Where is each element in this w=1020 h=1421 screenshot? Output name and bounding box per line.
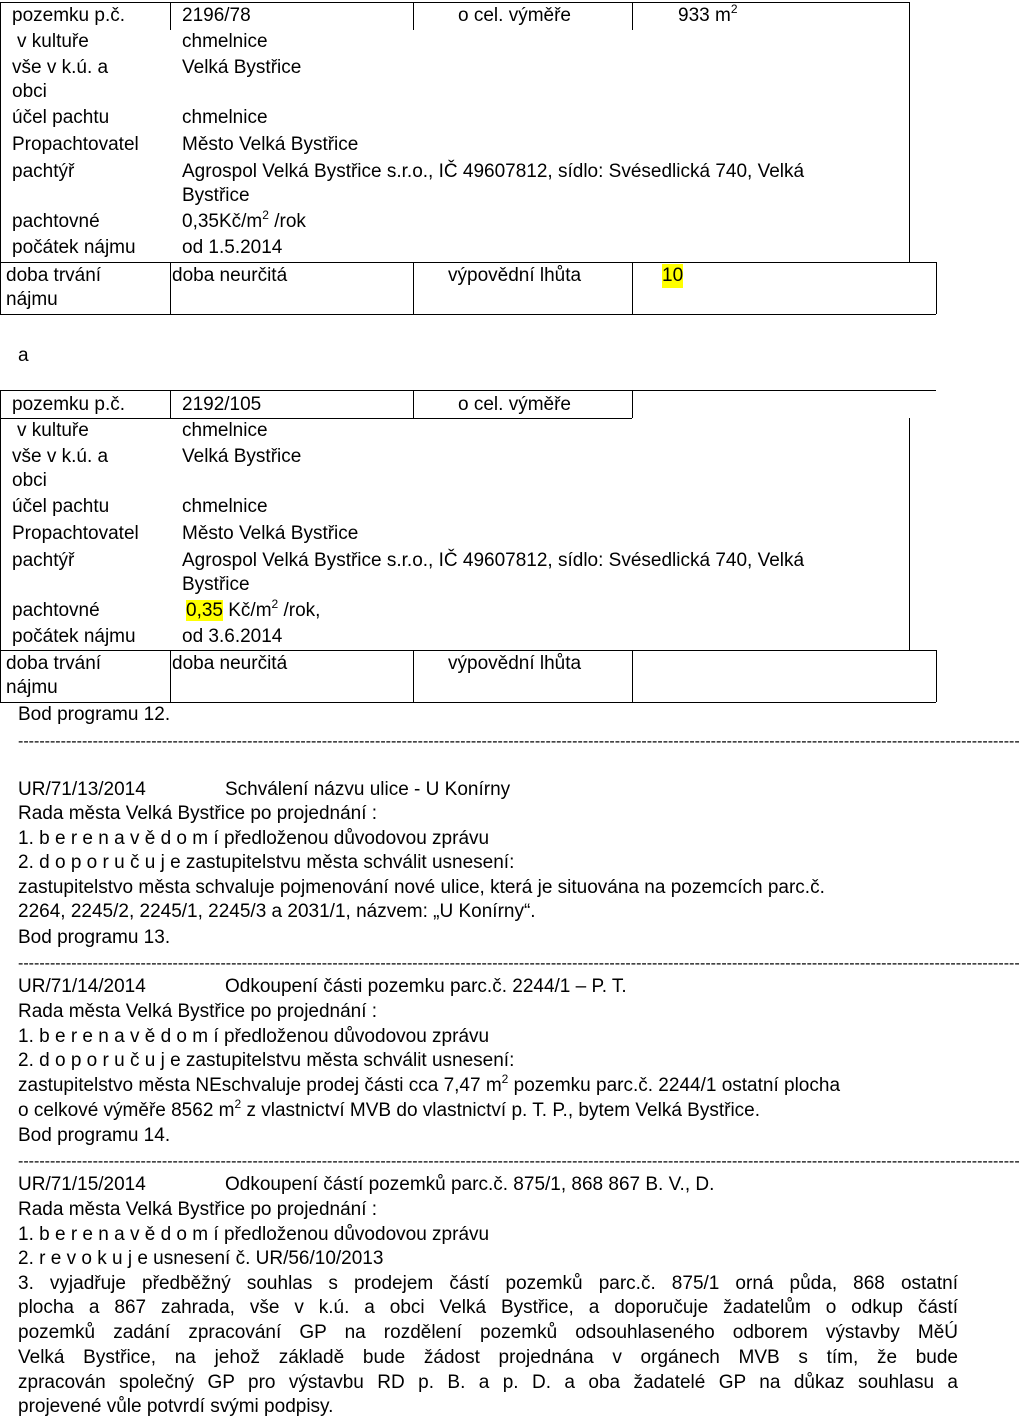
resolution-line: 1. b e r e n a v ě d o m í předloženou důvodovou zprávu — [18, 1026, 490, 1047]
resolution-line: Velká Bystřice, na jehož základě bude žádost projednána v orgánech MVB s tím, že bude — [18, 1347, 958, 1368]
t1-duration-label-2: nájmu — [6, 289, 58, 310]
t2-start-value: od 3.6.2014 — [182, 626, 283, 647]
t2-notice-label: výpovědní lhůta — [448, 653, 582, 674]
t2-lessee-value-1: Agrospol Velká Bystřice s.r.o., IČ 49607812, sídlo: Svésedlická 740, Velká — [182, 550, 805, 571]
resolution-code: UR/71/13/2014 — [18, 779, 146, 800]
resolution-title: Odkoupení části pozemku parc.č. 2244/1 – P. T. — [225, 976, 627, 997]
t2-parcel-label: pozemku p.č. — [12, 394, 125, 415]
resolution-line: projevené vůle potvrdí svými podpisy. — [18, 1396, 334, 1417]
t2-culture-value: chmelnice — [182, 420, 268, 441]
resolution-title: Odkoupení částí pozemků parc.č. 875/1, 868 867 B. V., D. — [225, 1174, 715, 1195]
t1-start-value: od 1.5.2014 — [182, 237, 283, 258]
resolution-code: UR/71/15/2014 — [18, 1174, 146, 1195]
t1-purpose-value: chmelnice — [182, 107, 268, 128]
t2-lessor-label: Propachtovatel — [12, 523, 139, 544]
t1-area-label: o cel. výměře — [458, 5, 571, 26]
resolution-line: 3. vyjadřuje předběžný souhlas s prodejem částí pozemků parc.č. 875/1 orná půda, 868 ostatní — [18, 1273, 958, 1294]
t1-lessee-value-1: Agrospol Velká Bystřice s.r.o., IČ 49607812, sídlo: Svésedlická 740, Velká — [182, 161, 805, 182]
agenda-heading: Bod programu 13. — [18, 927, 171, 948]
t1-duration-label-1: doba trvání — [6, 265, 102, 286]
t2-duration-value: doba neurčitá — [172, 653, 288, 674]
resolution-line: 1. b e r e n a v ě d o m í předloženou důvodovou zprávu — [18, 1224, 490, 1245]
t1-lessee-value-2: Bystřice — [182, 185, 250, 206]
t1-notice-label: výpovědní lhůta — [448, 265, 582, 286]
resolution-title: Schválení názvu ulice - U Konírny — [225, 779, 511, 800]
t2-culture-label: v kultuře — [17, 420, 89, 441]
resolution-line: o celkové výměře 8562 $m^2$ z vlastnictví MVB do vlastnictví p. T. P., bytem Velká Bystřice. — [18, 1097, 761, 1121]
t2-duration-label-2: nájmu — [6, 677, 58, 698]
t1-lessor-label: Propachtovatel — [12, 134, 139, 155]
resolution-line: zastupitelstvo města NEschvaluje prodej části cca 7,47 $m^2$ pozemku parc.č. 2244/1 ostatní plocha — [18, 1072, 841, 1096]
resolution-line: zpracován společný GP pro výstavbu RD p. B. a p. D. a oba žadatelé GP na důkaz souhlasu a — [18, 1372, 958, 1393]
t1-rent-label: pachtovné — [12, 211, 100, 232]
resolution-line: plocha a 867 zahrada, vše v k.ú. a obci Velká Bystřice, a doporučuje žadatelům o odkup částí — [18, 1297, 958, 1318]
separator-line: -------------------------------------------------------------------------------------------------------------------------------------------------------------------------------------------- — [18, 955, 1020, 972]
council-intro: Rada města Velká Bystřice po projednání : — [18, 1001, 378, 1022]
t2-lessor-value: Město Velká Bystřice — [182, 523, 359, 544]
resolution-line: zastupitelstvo města schvaluje pojmenování nové ulice, která je situována na pozemcích parc.č. — [18, 877, 825, 898]
t1-parcel-label: pozemku p.č. — [12, 5, 125, 26]
t1-culture-value: chmelnice — [182, 31, 268, 52]
t1-purpose-label: účel pachtu — [12, 107, 110, 128]
resolution-line: 2. r e v o k u j e usnesení č. UR/56/10/2013 — [18, 1248, 384, 1269]
resolution-line: pozemků zadání zpracování GP na rozdělení pozemků odsouhlaseného odborem výstavby MěÚ — [18, 1322, 958, 1343]
t1-culture-label: v kultuře — [17, 31, 89, 52]
resolution-line: 2. d o p o r u č u j e zastupitelstvu města schválit usnesení: — [18, 852, 515, 873]
t1-parcel-value: 2196/78 — [182, 5, 251, 26]
agenda-heading: Bod programu 12. — [18, 704, 171, 725]
resolution-line: 1. b e r e n a v ě d o m í předloženou důvodovou zprávu — [18, 828, 490, 849]
between-tables-conjunction: a — [18, 345, 29, 366]
resolution-code: UR/71/14/2014 — [18, 976, 146, 997]
t2-purpose-value: chmelnice — [182, 496, 268, 517]
t2-location-value: Velká Bystřice — [182, 446, 302, 467]
t2-area-label: o cel. výměře — [458, 394, 571, 415]
t1-rent-value: $0,35Kč/m^2$ /rok — [182, 208, 306, 232]
resolution-line: 2264, 2245/2, 2245/1, 2245/3 a 2031/1, názvem: „U Konírny“. — [18, 901, 536, 922]
council-intro: Rada města Velká Bystřice po projednání : — [18, 803, 378, 824]
t1-duration-value: doba neurčitá — [172, 265, 288, 286]
t2-rent-value: 0,35 $Kč/m^2$ /rok, — [186, 597, 321, 621]
council-intro: Rada města Velká Bystřice po projednání : — [18, 1199, 378, 1220]
t2-rent-label: pachtovné — [12, 600, 100, 621]
separator-line: -------------------------------------------------------------------------------------------------------------------------------------------------------------------------------------------- — [18, 1153, 1020, 1170]
t1-notice-value: 10 — [662, 265, 684, 286]
t2-location-label-2: obci — [12, 470, 47, 491]
t2-parcel-value: 2192/105 — [182, 394, 262, 415]
t1-location-label-1: vše v k.ú. a — [12, 57, 109, 78]
t1-lessor-value: Město Velká Bystřice — [182, 134, 359, 155]
t1-lessee-label: pachtýř — [12, 161, 75, 182]
t1-area-value: 933 $m^2$ — [678, 2, 738, 26]
t2-purpose-label: účel pachtu — [12, 496, 110, 517]
t2-duration-label-1: doba trvání — [6, 653, 102, 674]
resolution-line: 2. d o p o r u č u j e zastupitelstvu města schválit usnesení: — [18, 1050, 515, 1071]
t2-lessee-value-2: Bystřice — [182, 574, 250, 595]
t1-start-label: počátek nájmu — [12, 237, 136, 258]
t2-lessee-label: pachtýř — [12, 550, 75, 571]
t1-location-value: Velká Bystřice — [182, 57, 302, 78]
t2-location-label-1: vše v k.ú. a — [12, 446, 109, 467]
t2-start-label: počátek nájmu — [12, 626, 136, 647]
separator-line: -------------------------------------------------------------------------------------------------------------------------------------------------------------------------------------------- — [18, 733, 1020, 750]
agenda-heading: Bod programu 14. — [18, 1125, 171, 1146]
t1-location-label-2: obci — [12, 81, 47, 102]
